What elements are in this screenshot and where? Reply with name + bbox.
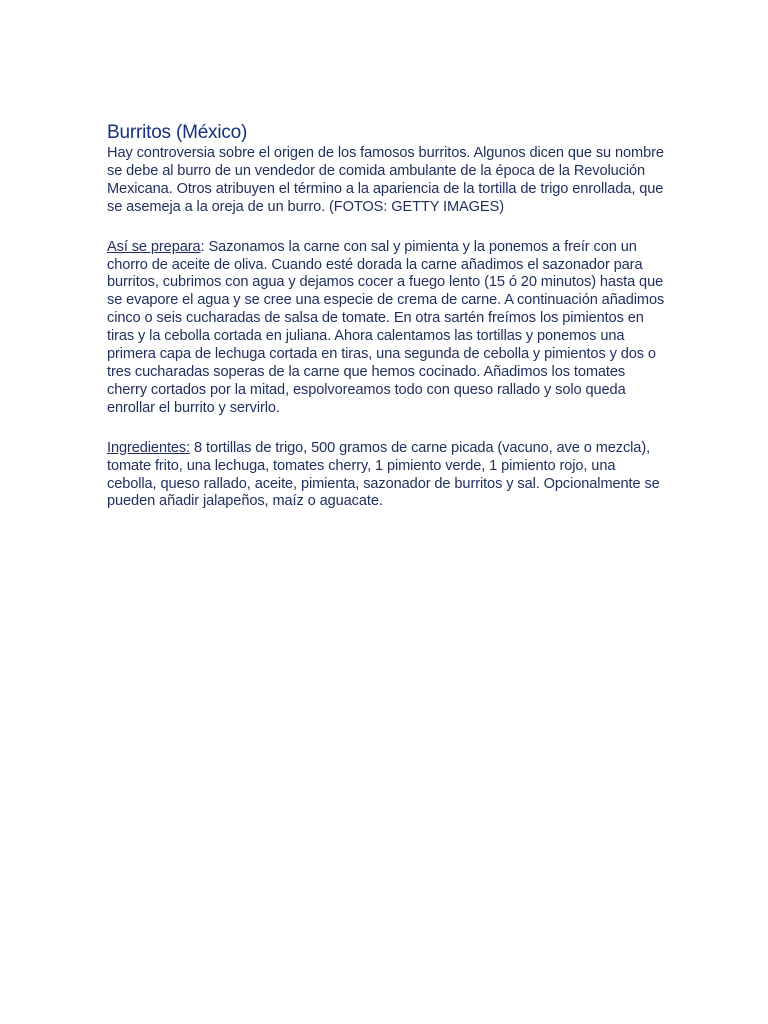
article-title: Burritos (México) — [107, 122, 248, 143]
intro-paragraph: Hay controversia sobre el origen de los famosos burritos. Algunos dicen que su nombre se debe al burro de un vendedor de comida ambulante de la época de la Revolución Mexicana. Otros atribuyen el término a la apariencia de la tortilla de trigo enrollada, que se asemeja a la oreja de un burro. (FOTOS: GETTY IMAGES) — [107, 145, 664, 215]
preparation-separator: : — [200, 238, 209, 255]
preparation-label: Así se prepara — [107, 238, 201, 255]
ingredients-text: 8 tortillas de trigo, 500 gramos de carne picada (vacuno, ave o mezcla), tomate frito, una lechuga, tomates cherry, 1 pimiento verde, 1 pimiento rojo, una cebolla, queso rallado, aceite, pimienta, sazonador de burritos y sal. Opcionalmente se pueden añadir jalapeños, maíz o aguacate. — [107, 439, 660, 510]
paragraph-spacer — [107, 418, 667, 440]
ingredients-paragraph — [107, 440, 667, 512]
preparation-paragraph — [107, 239, 667, 418]
paragraph-spacer — [107, 217, 667, 239]
ingredients-label: Ingredientes: — [107, 439, 191, 456]
article-body — [107, 121, 667, 511]
preparation-text: Sazonamos la carne con sal y pimienta y la ponemos a freír con un chorro de aceite de oliva. Cuando esté dorada la carne añadimos el sazonador para burritos, cubrimos con agua y dejamos cocer a fuego lento (15 ó 20 minutos) hasta que se evapore el agua y se cree una especie de crema de carne. A continuación añadimos cinco o seis cucharadas de salsa de tomate. En otra sartén freímos los pimientos en tiras y la cebolla cortada en juliana. Ahora calentamos las tortillas y ponemos una primera capa de lechuga cortada en tiras, una segunda de cebolla y pimientos y dos o tres cucharadas soperas de la carne que hemos cocinado. Añadimos los tomates cherry cortados por la mitad, espolvoreamos todo con queso rallado y solo queda enrollar el burrito y servirlo. — [107, 238, 665, 416]
